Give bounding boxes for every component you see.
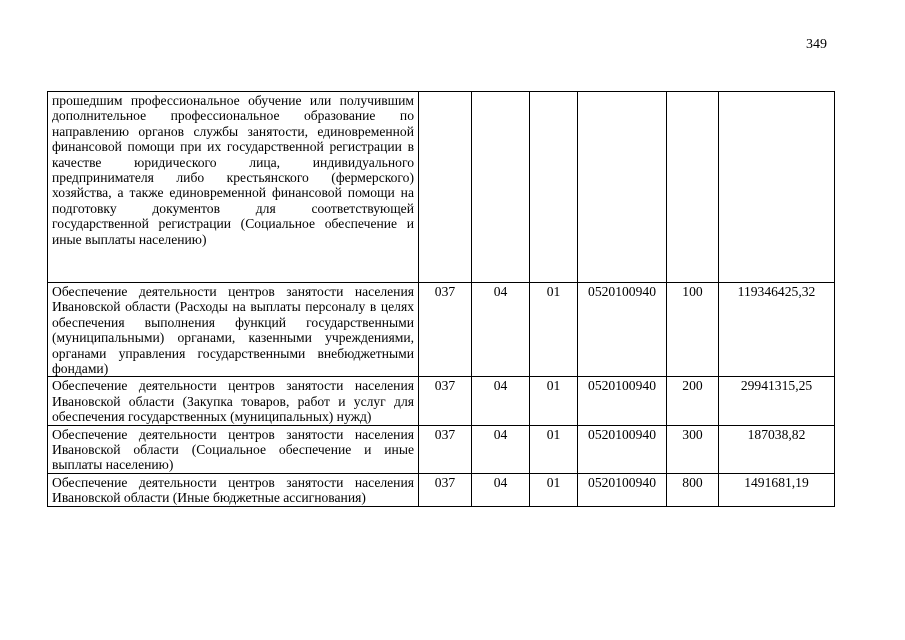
table-row — [48, 92, 835, 283]
target-code: 0520100940 — [578, 425, 667, 473]
table-row — [48, 425, 835, 473]
ministry-code: 037 — [419, 377, 472, 425]
section-code: 04 — [472, 473, 530, 506]
ministry-code: 037 — [419, 425, 472, 473]
amount: 29941315,25 — [719, 377, 835, 425]
ministry-code: 037 — [419, 283, 472, 377]
table-row — [48, 283, 835, 377]
subsection-code: 01 — [530, 425, 578, 473]
target-code: 0520100940 — [578, 473, 667, 506]
expense-type-code: 200 — [667, 377, 719, 425]
subsection-code — [530, 92, 578, 283]
table-row — [48, 473, 835, 506]
row-description: прошедшим профессиональное обучение или получившим дополнительное профессиональное образование по направлению органов службы занятости, единовременной финансовой помощи при их государственной регистрации в качестве юридического лица, индивидуального предпринимателя либо крестьянского (фермерского) хозяйства, а также единовременной финансовой помощи на подготовку документов для соответствующей государственной регистрации (Социальное обеспечение и иные выплаты населению) — [48, 92, 419, 283]
target-code — [578, 92, 667, 283]
section-code — [472, 92, 530, 283]
amount — [719, 92, 835, 283]
budget-table — [47, 91, 835, 507]
page-number: 349 — [806, 37, 827, 52]
subsection-code: 01 — [530, 283, 578, 377]
section-code: 04 — [472, 283, 530, 377]
expense-type-code: 300 — [667, 425, 719, 473]
ministry-code: 037 — [419, 473, 472, 506]
expense-type-code: 100 — [667, 283, 719, 377]
expense-type-code — [667, 92, 719, 283]
target-code: 0520100940 — [578, 377, 667, 425]
amount: 187038,82 — [719, 425, 835, 473]
row-description: Обеспечение деятельности центров занятости населения Ивановской области (Расходы на выплаты персоналу в целях обеспечения выполнения функций государственными (муниципальными) органами, казенными учреждениями, органами управления государственными внебюджетными фондами) — [48, 283, 419, 377]
amount: 1491681,19 — [719, 473, 835, 506]
ministry-code — [419, 92, 472, 283]
expense-type-code: 800 — [667, 473, 719, 506]
table-row — [48, 377, 835, 425]
section-code: 04 — [472, 377, 530, 425]
section-code: 04 — [472, 425, 530, 473]
row-description: Обеспечение деятельности центров занятости населения Ивановской области (Иные бюджетные ассигнования) — [48, 473, 419, 506]
amount: 119346425,32 — [719, 283, 835, 377]
subsection-code: 01 — [530, 473, 578, 506]
subsection-code: 01 — [530, 377, 578, 425]
row-description: Обеспечение деятельности центров занятости населения Ивановской области (Закупка товаров, работ и услуг для обеспечения государственных (муниципальных) нужд) — [48, 377, 419, 425]
row-description: Обеспечение деятельности центров занятости населения Ивановской области (Социальное обеспечение и иные выплаты населению) — [48, 425, 419, 473]
target-code: 0520100940 — [578, 283, 667, 377]
